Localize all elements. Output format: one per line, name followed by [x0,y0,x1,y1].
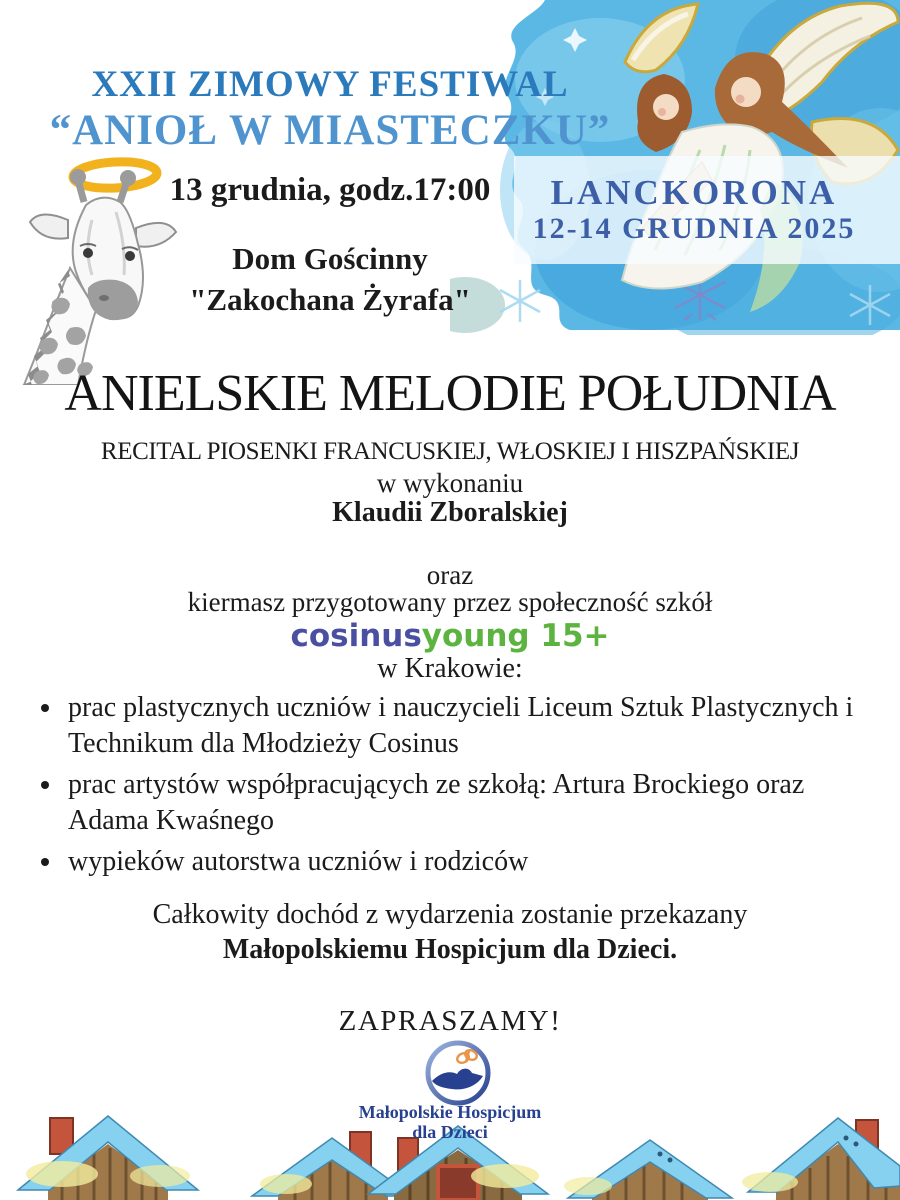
list-item: • prac plastycznych uczniów i nauczycieli Liceum Sztuk Plastycznych i Technikum dla Młodzieży Cosinus [64,690,876,762]
cosinus-logo-part1: cosinus [290,618,422,654]
venue-line2: "Zakochana Żyrafa" [189,282,471,317]
hospice-name [0,1102,900,1142]
event-title: ANIELSKIE MELODIE POŁUDNIA [64,365,836,422]
venue-line1: Dom Gościnny [232,241,428,276]
event-datetime: 13 grudnia, godz.17:00 [169,172,491,208]
venue [135,238,525,320]
hospice-name-line1: Małopolskie Hospicjum [358,1102,542,1122]
cosinus-logo-part3: 15+ [529,618,610,654]
festival-title-line1: XXII ZIMOWY FESTIWAL [91,64,569,105]
cosinus-school-logo [0,618,900,654]
city-line: w Krakowie: [377,653,523,684]
fair-items-list [64,690,876,885]
location-dates: 12-14 GRUDNIA 2025 [532,212,856,245]
festival-title-line2: “ANIOŁ W MIASTECZKU” [49,107,611,154]
festival-title [30,64,630,156]
cosinus-logo-part2: young [421,618,530,654]
event-subtitle: RECITAL PIOSENKI FRANCUSKIEJ, WŁOSKIEJ I HISZPAŃSKIEJ [100,438,800,465]
donation-line1: Całkowity dochód z wydarzenia zostanie przekazany [152,899,748,930]
fair-intro: kiermasz przygotowany przez społeczność szkół [187,587,713,617]
conjunction: oraz [426,560,474,590]
door-icon [438,1166,478,1200]
location-banner [514,156,900,264]
hospice-name-line2: dla Dzieci [412,1122,488,1142]
donation-line2: Małopolskiemu Hospicjum dla Dzieci. [222,934,678,965]
invitation-text: ZAPRASZAMY! [338,1005,562,1037]
performed-by-label: w wykonaniu [376,468,524,498]
list-item: • wypieków autorstwa uczniów i rodziców [64,844,876,880]
performer-name: Klaudii Zboralskiej [332,497,568,528]
list-item: • prac artystów współpracujących ze szkołą: Artura Brockiego oraz Adama Kwaśnego [64,767,876,839]
location-name: LANCKORONA [550,173,838,212]
hospice-logo [420,1036,496,1112]
